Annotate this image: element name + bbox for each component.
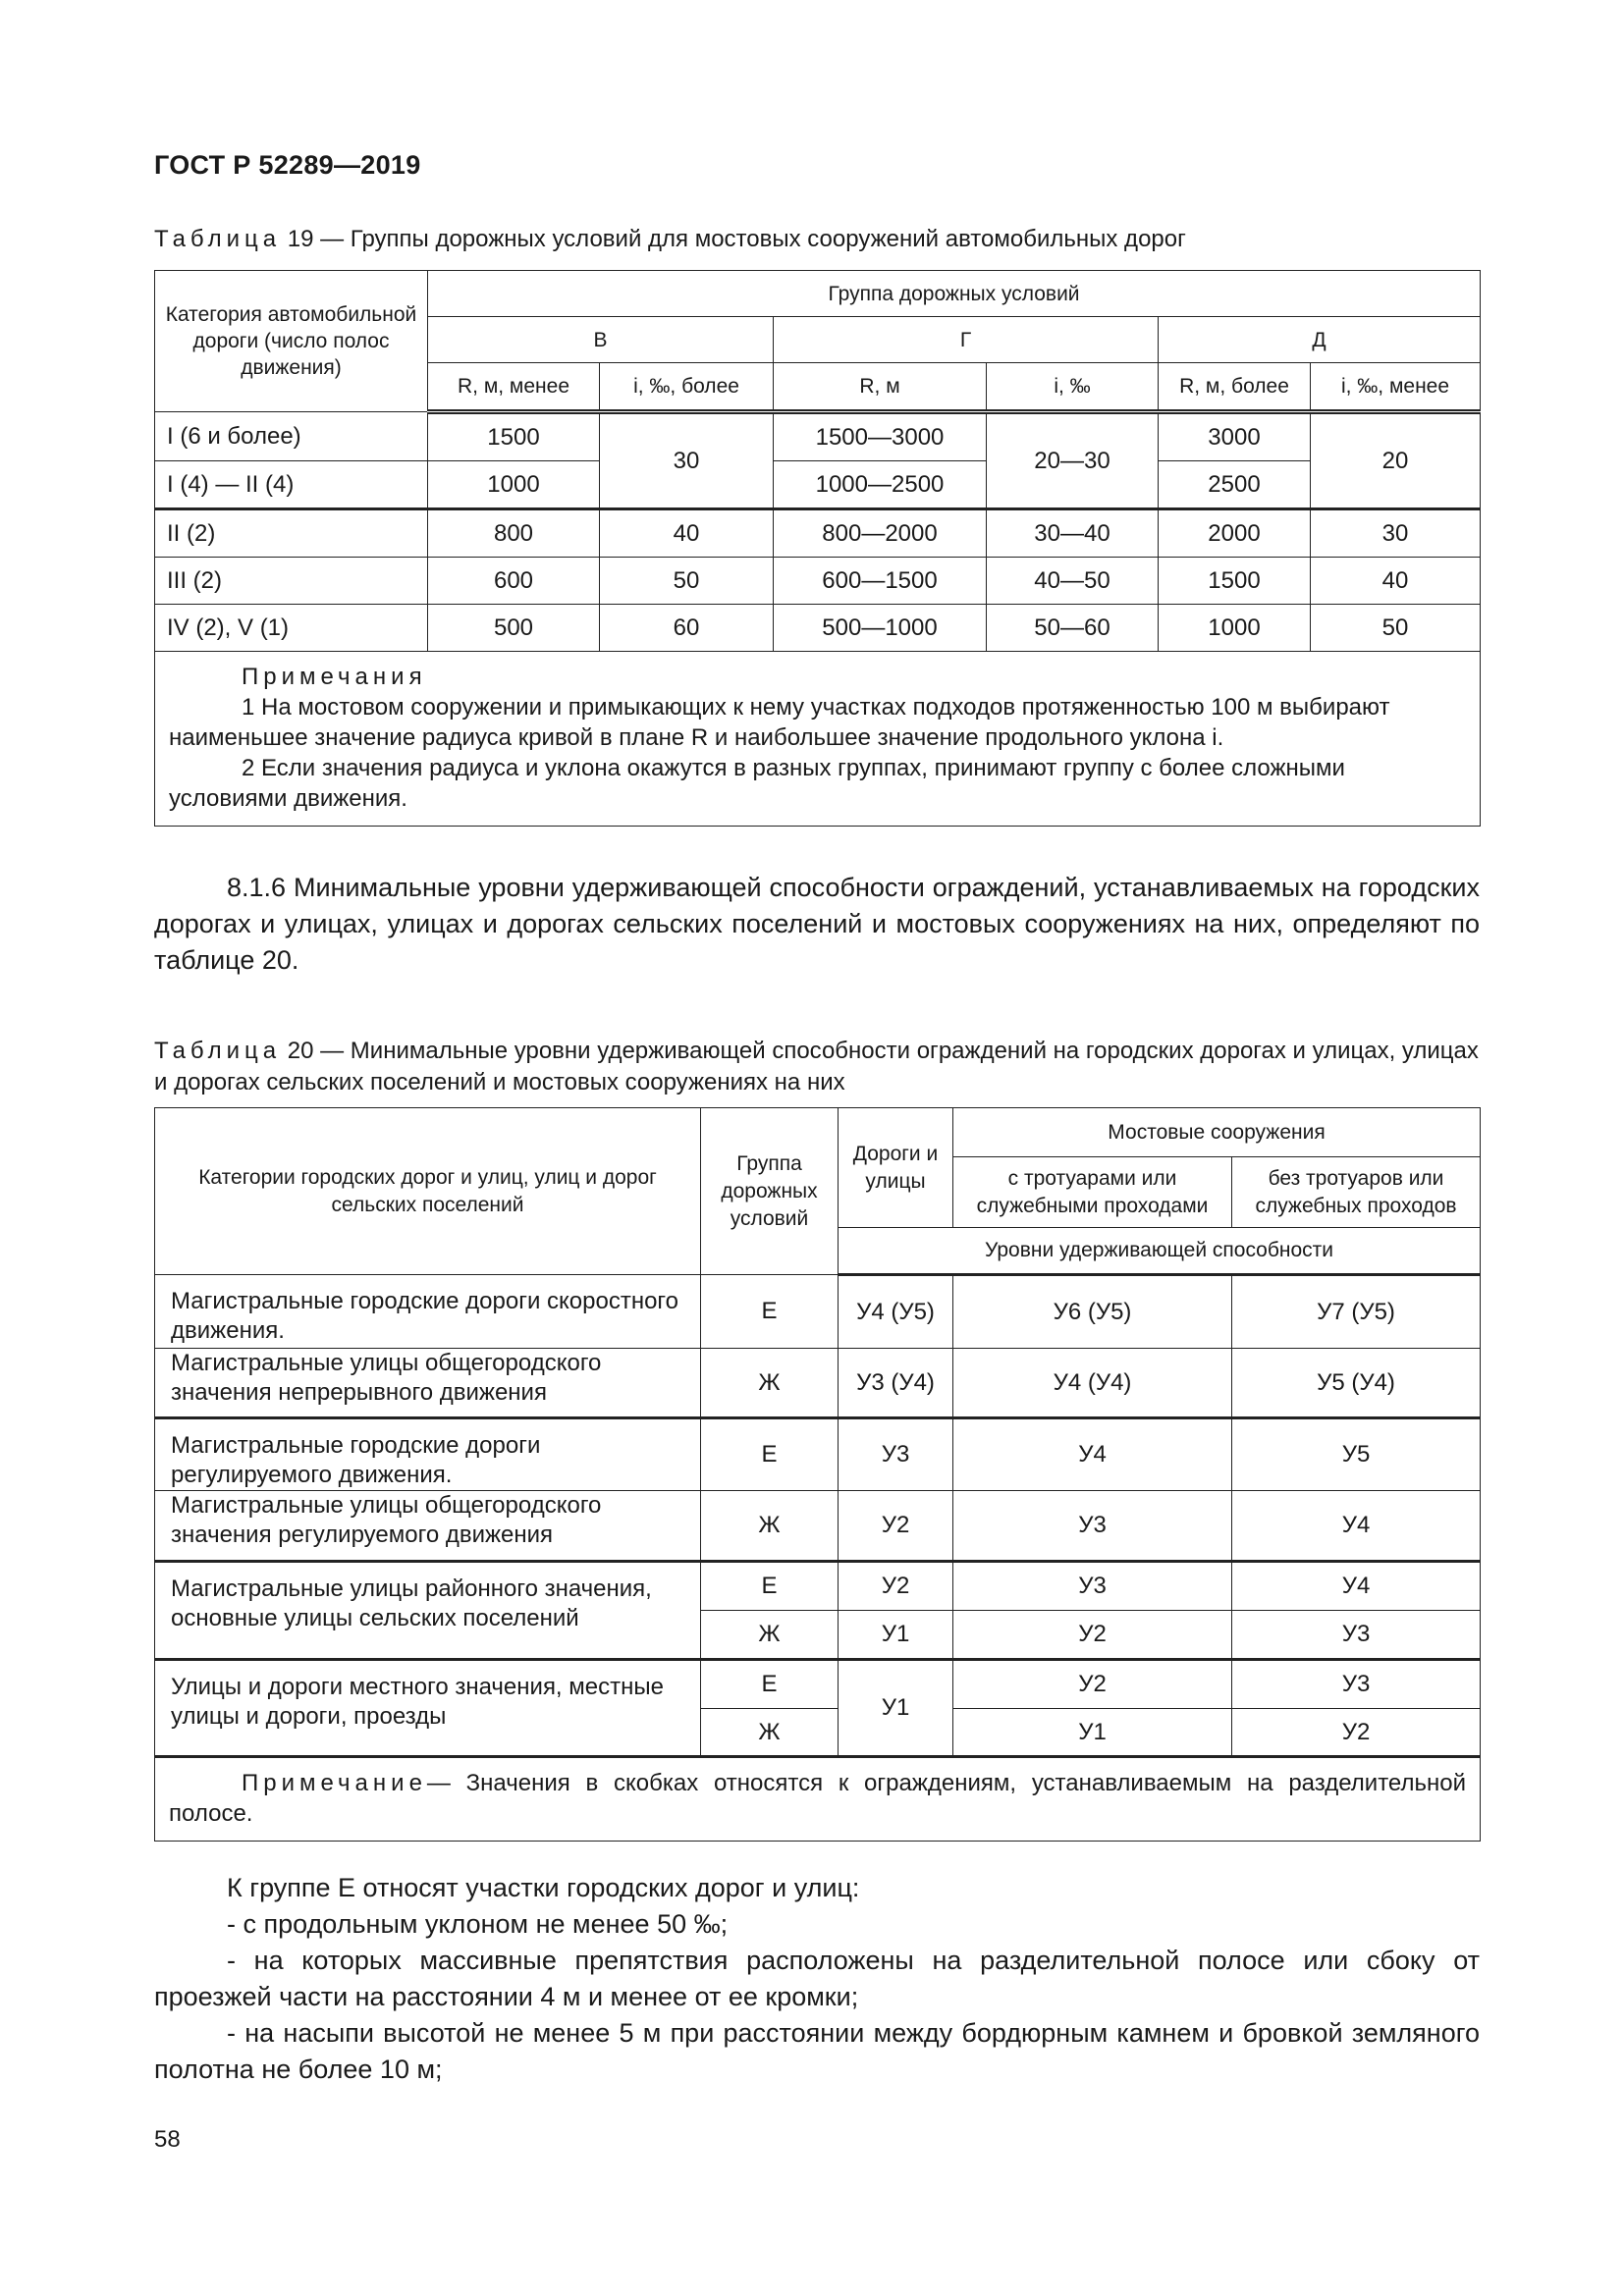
t20-cell: У4 [1232,1562,1481,1611]
t19-cell-merged: 30 [600,412,774,509]
t20-header-without-sidewalks: без тротуаров или служебных проходов [1232,1157,1481,1228]
t20-cell: У1 [953,1709,1232,1757]
table-19-caption-text: 19 — Группы дорожных условий для мостовых сооружений автомобильных дорог [281,226,1186,252]
t19-cell-category: III (2) [155,558,428,605]
t19-note-2: 2 Если значения радиуса и уклона окажутся в разных группах, принимают группу с более сложными условиями движения. [169,755,1345,812]
t19-cell-merged: 20 [1311,412,1481,509]
paragraph-8-1-6 [154,870,1480,979]
t19-cell: 800—2000 [774,509,987,558]
t19-header-category: Категория автомобильной дороги (число полос движения) [155,271,428,412]
t19-cell: 2000 [1159,509,1311,558]
t20-cell: У6 (У5) [953,1275,1232,1349]
t20-cell-category: Магистральные городские дороги скоростного движения. [155,1275,701,1349]
t20-cell: У3 [953,1562,1232,1611]
t19-cell: 1500 [428,412,600,461]
t19-cell: 3000 [1159,412,1311,461]
t19-sub-header: R, м, менее [428,363,600,412]
t20-cell: У4 (У4) [953,1349,1232,1418]
t19-cell: 500 [428,605,600,652]
t20-header-bridges: Мостовые сооружения [953,1108,1481,1157]
t20-cell-category: Магистральные улицы районного значения, основные улицы сельских поселений [155,1562,701,1660]
table-20 [154,1107,1481,1842]
t19-cell-category: IV (2), V (1) [155,605,428,652]
t19-cell: 60 [600,605,774,652]
paragraph-8-1-6-text: 8.1.6 Минимальные уровни удерживающей способности ограждений, устанавливаемых на городских дорогах и улицах, улицах и дорогах сельских поселений и мостовых сооружениях на них, определяют по таблице 20. [154,873,1480,975]
t20-cell: У5 [1232,1418,1481,1491]
t20-cell-category: Магистральные улицы общегородского значения регулируемого движения [155,1491,701,1562]
t20-cell: Е [701,1562,839,1611]
list-intro: К группе Е относят участки городских дорог и улиц: [227,1873,860,1902]
t20-cell: Е [701,1660,839,1709]
t19-cell: 1000 [428,461,600,509]
t20-cell: У2 [953,1611,1232,1660]
t20-cell-category: Магистральные городские дороги регулируемого движения. [155,1418,701,1491]
table-20-caption-text: 20 — Минимальные уровни удерживающей способности ограждений на городских дорогах и улицах, улицах и дорогах сельских поселений и мостовых сооружениях на них [154,1038,1479,1095]
table-row [155,558,1481,605]
t20-cell: Ж [701,1611,839,1660]
t19-cell: 500—1000 [774,605,987,652]
t20-cell-category: Магистральные улицы общегородского значения непрерывного движения [155,1349,701,1418]
t19-cell: 50 [1311,605,1481,652]
t20-note [155,1757,1481,1842]
t20-cell: У3 [1232,1611,1481,1660]
t20-cell: У3 [1232,1660,1481,1709]
table-19-caption [154,224,1480,255]
table-row [155,1562,1481,1611]
t20-header-levels: Уровни удерживающей способности [839,1228,1481,1275]
t19-cell: 600—1500 [774,558,987,605]
document-header: ГОСТ Р 52289—2019 [154,150,421,180]
t20-cell: Е [701,1418,839,1491]
list-item: - на насыпи высотой не менее 5 м при расстоянии между бордюрным камнем и бровкой земляного полотна не более 10 м; [154,2018,1480,2084]
t19-cell: 40—50 [987,558,1159,605]
t20-header-with-sidewalks: с тротуарами или служебными проходами [953,1157,1232,1228]
t20-cell-category: Улицы и дороги местного значения, местные улицы и дороги, проезды [155,1660,701,1757]
t19-sub-header: R, м, более [1159,363,1311,412]
t19-note-1: 1 На мостовом сооружении и примыкающих к нему участках подходов протяженностью 100 м выбирают наименьшее значение радиуса кривой в плане R и наибольшее значение продольного уклона i. [169,694,1390,751]
t20-cell: У2 [839,1491,953,1562]
t20-header-group: Группа дорожных условий [701,1108,839,1275]
t20-cell: Ж [701,1491,839,1562]
t20-cell-merged: У1 [839,1660,953,1757]
table-row [155,461,1481,509]
t20-cell: Ж [701,1709,839,1757]
t19-sub-header: i, ‰, менее [1311,363,1481,412]
t19-cell-merged: 20—30 [987,412,1159,509]
t20-cell: У5 (У4) [1232,1349,1481,1418]
table-row [155,1349,1481,1418]
t19-sub-header: R, м [774,363,987,412]
t19-header-group: Группа дорожных условий [428,271,1481,317]
group-e-list [154,1870,1480,2088]
t20-header-roads: Дороги и улицы [839,1108,953,1228]
t19-header-group-v: В [428,317,774,363]
t19-cell: 40 [600,509,774,558]
table-20-caption [154,1036,1480,1098]
t20-cell: Е [701,1275,839,1349]
table-20-caption-word: Таблица [154,1038,282,1064]
t19-sub-header: i, ‰ [987,363,1159,412]
t19-notes [155,652,1481,827]
t19-cell: 1500—3000 [774,412,987,461]
t19-header-group-d: Д [1159,317,1481,363]
table-19-caption-word: Таблица [154,226,282,252]
t19-sub-header: i, ‰, более [600,363,774,412]
t20-note-word: Примечание [242,1770,427,1796]
t19-cell: 600 [428,558,600,605]
t19-cell: 50—60 [987,605,1159,652]
t19-cell: 1000—2500 [774,461,987,509]
table-19 [154,270,1481,827]
t19-cell: 2500 [1159,461,1311,509]
t19-cell: 1000 [1159,605,1311,652]
table-row [155,605,1481,652]
t20-cell: У3 [839,1418,953,1491]
t20-cell: У2 [839,1562,953,1611]
t19-cell: 30 [1311,509,1481,558]
t19-notes-title: Примечания [242,664,427,690]
t20-cell: У1 [839,1611,953,1660]
t20-header-category: Категории городских дорог и улиц, улиц и дорог сельских поселений [155,1108,701,1275]
list-item: - с продольным уклоном не менее 50 ‰; [227,1909,729,1939]
t19-cell: 40 [1311,558,1481,605]
t20-cell: У3 [953,1491,1232,1562]
t20-cell: У7 (У5) [1232,1275,1481,1349]
t19-cell: 30—40 [987,509,1159,558]
t19-header-group-g: Г [774,317,1159,363]
t19-cell-category: II (2) [155,509,428,558]
t20-cell: У4 [953,1418,1232,1491]
t20-cell: У2 [1232,1709,1481,1757]
table-row [155,1660,1481,1709]
t20-cell: У2 [953,1660,1232,1709]
t19-cell-category: I (4) — II (4) [155,461,428,509]
t19-cell: 1500 [1159,558,1311,605]
page-number: 58 [154,2126,181,2153]
list-item: - на которых массивные препятствия расположены на разделительной полосе или сбоку от проезжей части на расстоянии 4 м и менее от ее кромки; [154,1946,1480,2011]
t19-cell: 50 [600,558,774,605]
t19-cell-category: I (6 и более) [155,412,428,461]
table-row [155,1491,1481,1562]
t19-cell: 800 [428,509,600,558]
t20-cell: У4 (У5) [839,1275,953,1349]
t20-cell: Ж [701,1349,839,1418]
table-row [155,1275,1481,1349]
t20-cell: У3 (У4) [839,1349,953,1418]
table-row [155,509,1481,558]
t20-cell: У4 [1232,1491,1481,1562]
table-row [155,1418,1481,1491]
table-row [155,412,1481,461]
t20-note-text: — Значения в скобках относятся к ограждениям, устанавливаемым на разделительной полосе. [169,1770,1466,1827]
